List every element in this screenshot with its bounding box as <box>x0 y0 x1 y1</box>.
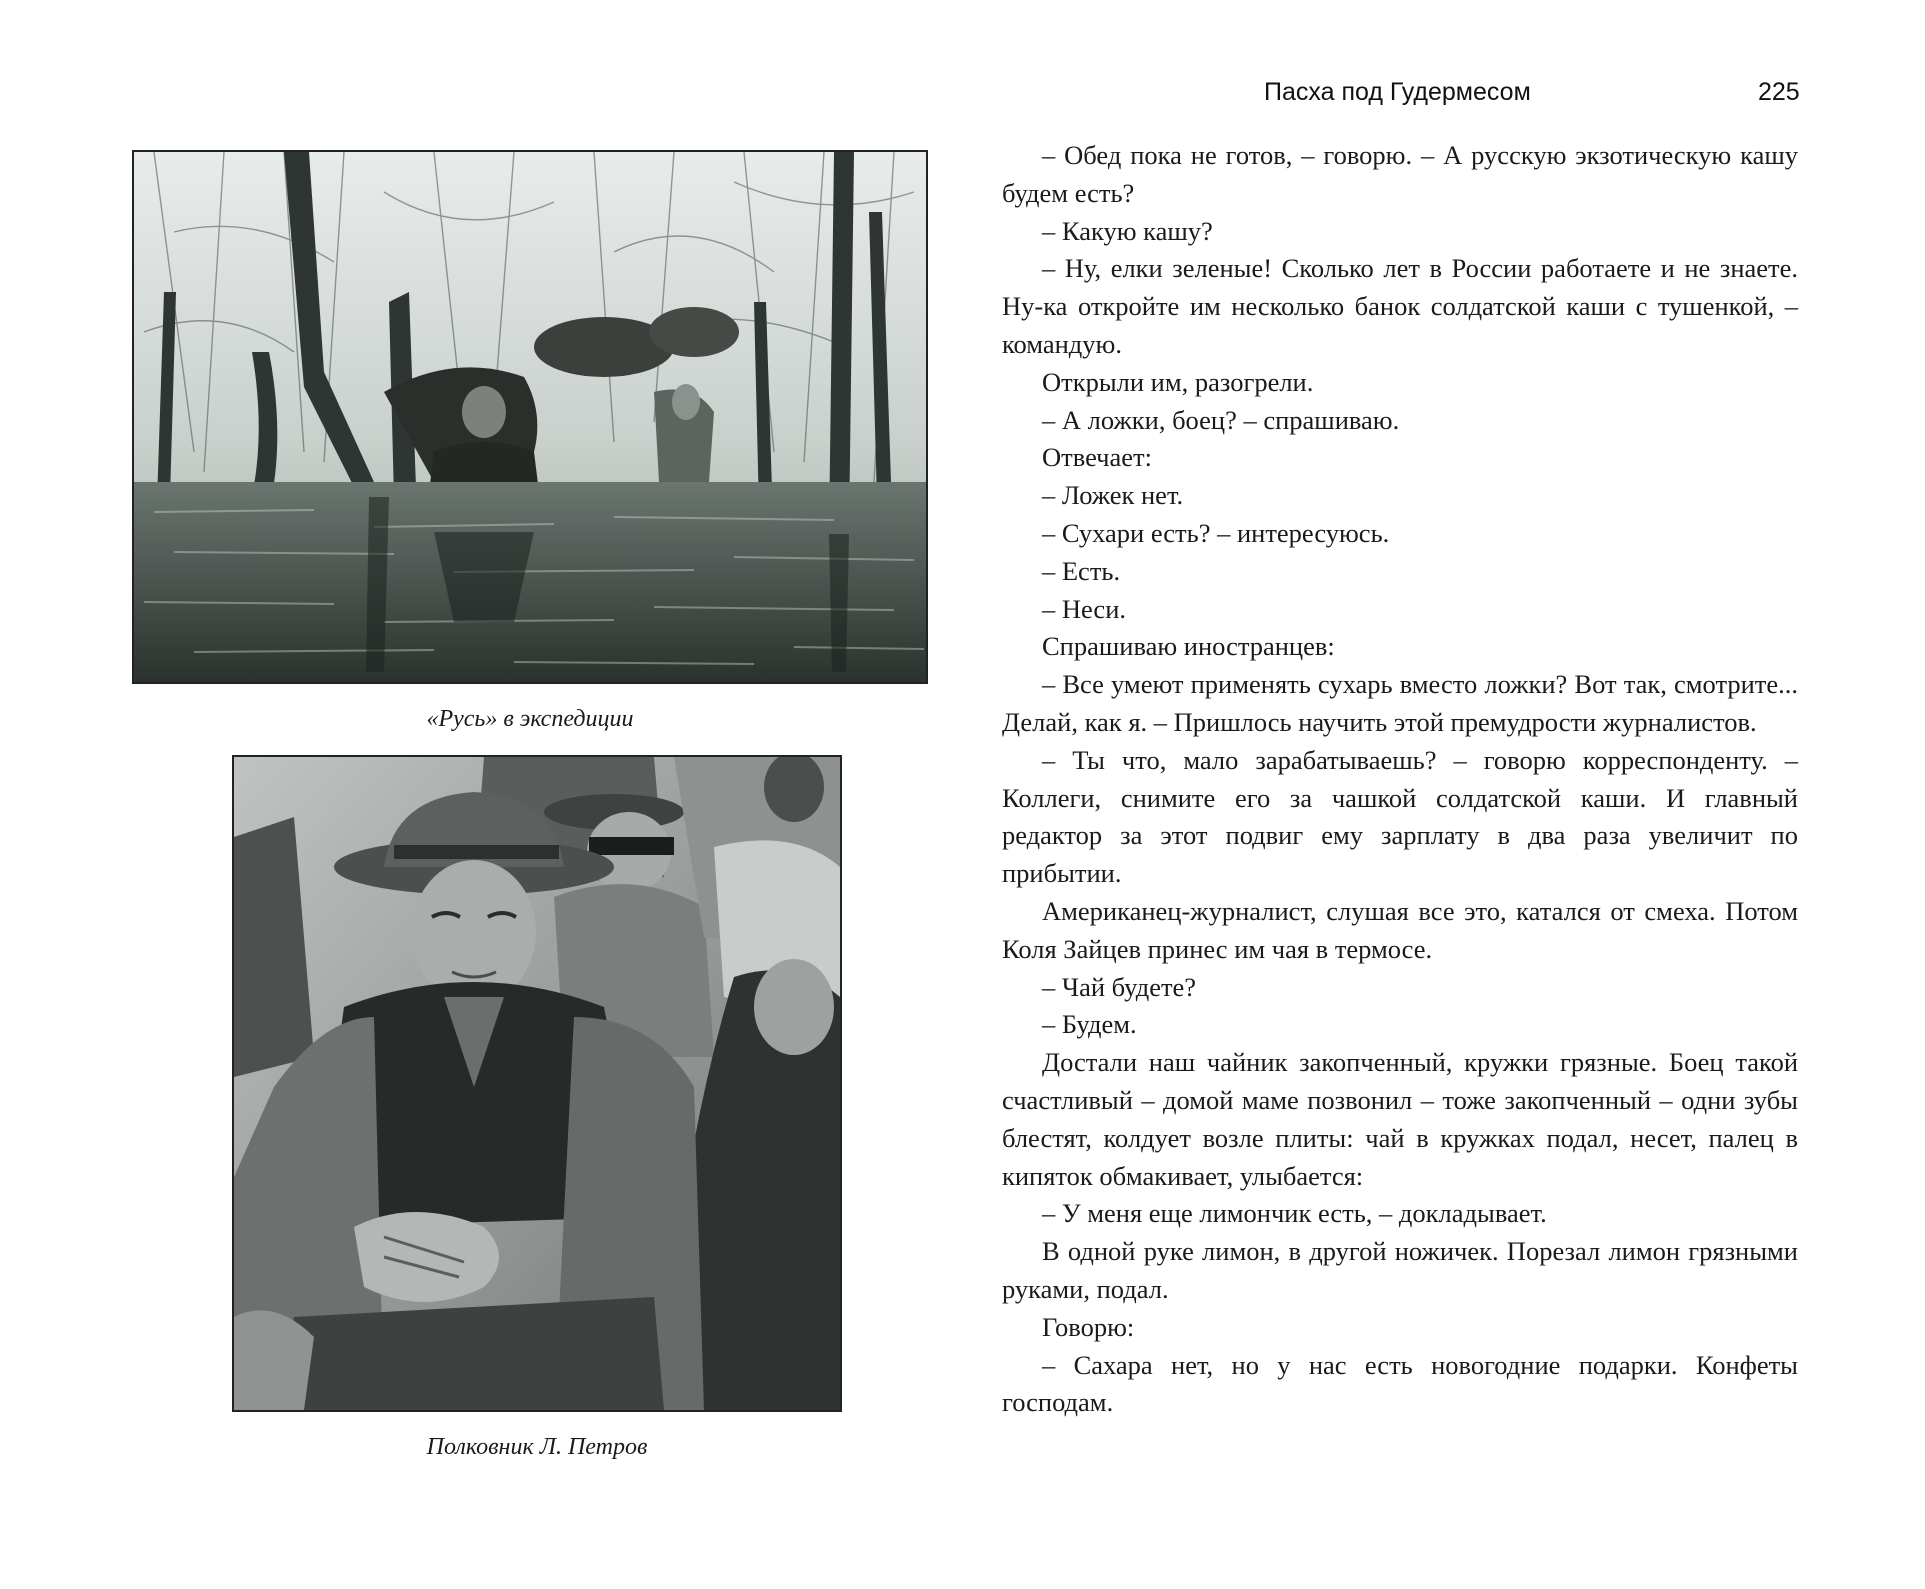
paragraph: – Неси. <box>1042 593 1127 624</box>
page-number: 225 <box>1758 78 1800 106</box>
paragraph: Достали наш чайник закопченный, кружки грязные. Боец такой счастливый – домой маме позвонил – тоже закопченный – одни зубы блестят, колдует возле плиты: чай в кружках подал, несет, палец в кипяток обмакивает, улыбается: <box>1002 1047 1798 1191</box>
paragraph: Открыли им, разогрели. <box>1042 366 1314 397</box>
paragraph: Американец-журналист, слушая все это, катался от смеха. Потом Коля Зайцев принес им чая в термосе. <box>1002 895 1798 964</box>
figure-caption: Полковник Л. Петров <box>426 1434 648 1460</box>
paragraph: – Сухари есть? – интересуюсь. <box>1042 517 1390 548</box>
paragraph: – Какую кашу? <box>1042 215 1213 246</box>
body-text <box>1002 137 1798 1422</box>
paragraph: – Есть. <box>1042 555 1121 586</box>
paragraph: – Ложек нет. <box>1042 480 1184 511</box>
paragraph: – Все умеют применять сухарь вместо ложки? Вот так, смотрите... Делай, как я. – Пришлось научить этой премудрости журналистов. <box>1002 669 1798 737</box>
paragraph: – Ты что, мало зарабатываешь? – говорю корреспонденту. – Коллеги, снимите его за чашкой солдатской каши. И главный редактор за этот подвиг ему зарплату в два раза увеличит по прибытии. <box>1002 744 1798 889</box>
paragraph: – А ложки, боец? – спрашиваю. <box>1042 404 1400 435</box>
paragraph: – Чай будете? <box>1042 971 1197 1002</box>
running-title: Пасха под Гудермесом <box>1264 78 1531 106</box>
paragraph: – Ну, елки зеленые! Сколько лет в России работаете и не знаете. Ну-ка откройте им несколько банок солдатской каши с тушенкой, – командую. <box>1002 253 1798 359</box>
paragraph: – Сахара нет, но у нас есть новогодние подарки. Конфеты господам. <box>1002 1349 1798 1418</box>
paragraph: В одной руке лимон, в другой ножичек. Порезал лимон грязными руками, подал. <box>1002 1236 1798 1304</box>
expedition-photo <box>132 150 928 684</box>
paragraph: Спрашиваю иностранцев: <box>1042 631 1335 662</box>
paragraph: – Обед пока не готов, – говорю. – А русскую экзотическую кашу будем есть? <box>1002 140 1798 208</box>
paragraph: – У меня еще лимончик есть, – докладывает. <box>1042 1198 1547 1229</box>
paragraph: – Будем. <box>1042 1009 1137 1040</box>
colonel-portrait-photo <box>232 755 842 1412</box>
figure-caption: «Русь» в экспедиции <box>426 706 634 732</box>
paragraph: Отвечает: <box>1042 442 1152 473</box>
paragraph: Говорю: <box>1042 1311 1135 1342</box>
